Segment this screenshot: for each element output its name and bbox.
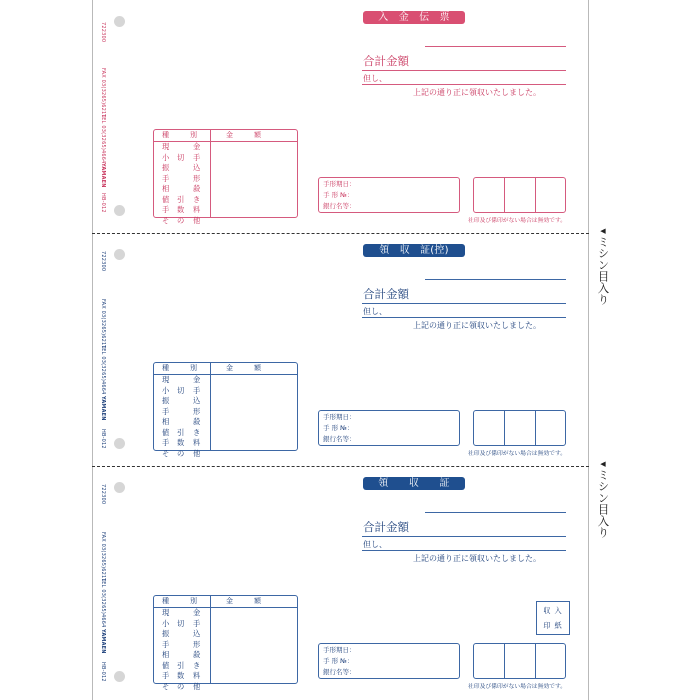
- category-row: 現 金: [162, 375, 201, 384]
- receipt-statement: 上記の通り正に領収いたしました。: [413, 321, 541, 330]
- total-amount-line: [362, 303, 566, 304]
- side-fax: FAX 03(3265)6211: [100, 68, 106, 118]
- bill-number-label: 手 形 №：: [323, 657, 354, 665]
- tadashi-label: 但し、: [363, 540, 387, 549]
- category-row: 値 引 き: [162, 660, 201, 670]
- category-divider: [210, 363, 211, 450]
- punch-hole: [114, 438, 125, 449]
- stamp-divider: [535, 411, 536, 445]
- total-amount-label: 合計金額: [363, 520, 409, 534]
- category-rows: [162, 142, 207, 226]
- form-title-badge: 領 収 証(控): [363, 244, 465, 257]
- bank-name-label: 銀行名等：: [323, 435, 356, 443]
- bill-due-label: 手形期日：: [323, 646, 356, 654]
- side-fax: FAX 03(3265)6211: [100, 532, 106, 582]
- receipt-statement: 上記の通り正に領収いたしました。: [413, 88, 541, 97]
- stamp-divider: [504, 178, 505, 212]
- bill-info-box: [318, 410, 460, 446]
- form-title-badge: 領 収 証: [363, 477, 465, 490]
- side-number: 722300: [100, 251, 106, 272]
- category-divider: [210, 596, 211, 683]
- triangle-marker-icon: ◀: [600, 227, 606, 235]
- perforation-text: ミシン目入り: [596, 236, 611, 305]
- bill-due-label: 手形期日：: [323, 413, 356, 421]
- revenue-stamp-label-top: 収入: [543, 606, 566, 615]
- stamp-note: 社印及び係印がない場合は無効です。: [468, 684, 567, 690]
- side-brand: YAMAEN: [100, 163, 106, 188]
- date-line: [425, 46, 566, 47]
- payment-category-table: [153, 129, 298, 225]
- category-row: 小 切 手: [162, 618, 201, 628]
- date-line: [425, 512, 566, 513]
- stamp-note: 社印及び係印がない場合は無効です。: [468, 218, 567, 224]
- side-tel: TEL 03(3265)4664: [100, 114, 106, 164]
- payment-category-table: [153, 595, 298, 691]
- category-row: 手 形: [162, 173, 201, 183]
- bill-due-label: 手形期日：: [323, 180, 356, 188]
- category-row: そ の 他: [162, 448, 201, 458]
- category-row: 手 形: [162, 639, 201, 649]
- category-row: 振 込: [162, 629, 201, 638]
- category-row: 小 切 手: [162, 385, 201, 395]
- stamp-divider: [504, 644, 505, 678]
- bank-name-label: 銀行名等：: [323, 668, 356, 676]
- revenue-stamp-label-bottom: 印紙: [543, 621, 566, 630]
- category-row: そ の 他: [162, 215, 201, 225]
- category-row: 相 殺: [162, 417, 201, 426]
- total-amount-label: 合計金額: [363, 54, 409, 68]
- side-tel: TEL 03(3265)4664: [100, 345, 106, 395]
- side-code: HB-012: [100, 429, 106, 449]
- section-ryoshusho: [92, 466, 589, 698]
- stamp-divider: [504, 411, 505, 445]
- total-amount-line: [362, 70, 566, 71]
- category-row: 手 数 料: [162, 438, 201, 447]
- category-row: 相 殺: [162, 184, 201, 193]
- side-fax: FAX 03(3265)6211: [100, 299, 106, 349]
- seal-stamp-box: [473, 643, 566, 679]
- side-code: HB-012: [100, 662, 106, 682]
- category-row: 手 数 料: [162, 671, 201, 680]
- punch-hole: [114, 482, 125, 493]
- perforation-text: ミシン目入り: [596, 469, 611, 538]
- category-row: 現 金: [162, 608, 201, 617]
- bill-info-box: [318, 643, 460, 679]
- receipt-statement: 上記の通り正に領収いたしました。: [413, 554, 541, 563]
- bill-info-box: [318, 177, 460, 213]
- stamp-note: 社印及び係印がない場合は無効です。: [468, 451, 567, 457]
- date-line: [425, 279, 566, 280]
- category-header-kind: 種 別: [162, 131, 197, 139]
- category-row: 手 数 料: [162, 205, 201, 214]
- category-row: 手 形: [162, 406, 201, 416]
- purpose-line: [362, 550, 566, 551]
- punch-hole: [114, 671, 125, 682]
- payment-category-table: [153, 362, 298, 458]
- category-header-kind: 種 別: [162, 597, 197, 605]
- side-brand: YAMAEN: [100, 629, 106, 654]
- category-row: 振 込: [162, 396, 201, 405]
- stamp-divider: [535, 178, 536, 212]
- tadashi-label: 但し、: [363, 307, 387, 316]
- category-header-amount: 金 額: [226, 597, 261, 605]
- category-rows: [162, 608, 207, 692]
- side-brand: YAMAEN: [100, 396, 106, 421]
- category-row: 小 切 手: [162, 152, 201, 162]
- total-amount-label: 合計金額: [363, 287, 409, 301]
- side-tel: TEL 03(3265)4664: [100, 578, 106, 628]
- purpose-line: [362, 84, 566, 85]
- tadashi-label: 但し、: [363, 74, 387, 83]
- category-row: 現 金: [162, 142, 201, 151]
- bank-name-label: 銀行名等：: [323, 202, 356, 210]
- total-amount-line: [362, 536, 566, 537]
- punch-hole: [114, 205, 125, 216]
- stamp-divider: [535, 644, 536, 678]
- perforation-label-1: [596, 226, 610, 308]
- seal-stamp-box: [473, 410, 566, 446]
- category-header-kind: 種 別: [162, 364, 197, 372]
- punch-hole: [114, 16, 125, 27]
- category-row: 相 殺: [162, 650, 201, 659]
- side-number: 722300: [100, 484, 106, 505]
- bill-number-label: 手 形 №：: [323, 424, 354, 432]
- bill-number-label: 手 形 №：: [323, 191, 354, 199]
- category-header-amount: 金 額: [226, 131, 261, 139]
- purpose-line: [362, 317, 566, 318]
- triangle-marker-icon: ◀: [600, 460, 606, 468]
- section-nyukin-denpyo: [92, 0, 589, 232]
- revenue-stamp-box: [536, 601, 570, 635]
- category-row: そ の 他: [162, 681, 201, 691]
- section-ryoshusho-hikae: [92, 233, 589, 465]
- category-rows: [162, 375, 207, 459]
- category-row: 値 引 き: [162, 194, 201, 204]
- punch-hole: [114, 249, 125, 260]
- category-row: 値 引 き: [162, 427, 201, 437]
- side-code: HB-012: [100, 193, 106, 213]
- category-divider: [210, 130, 211, 217]
- side-number: 722300: [100, 22, 106, 43]
- perforation-label-2: [596, 459, 610, 541]
- seal-stamp-box: [473, 177, 566, 213]
- category-header-amount: 金 額: [226, 364, 261, 372]
- category-row: 振 込: [162, 163, 201, 172]
- form-title-badge: 入 金 伝 票: [363, 11, 465, 24]
